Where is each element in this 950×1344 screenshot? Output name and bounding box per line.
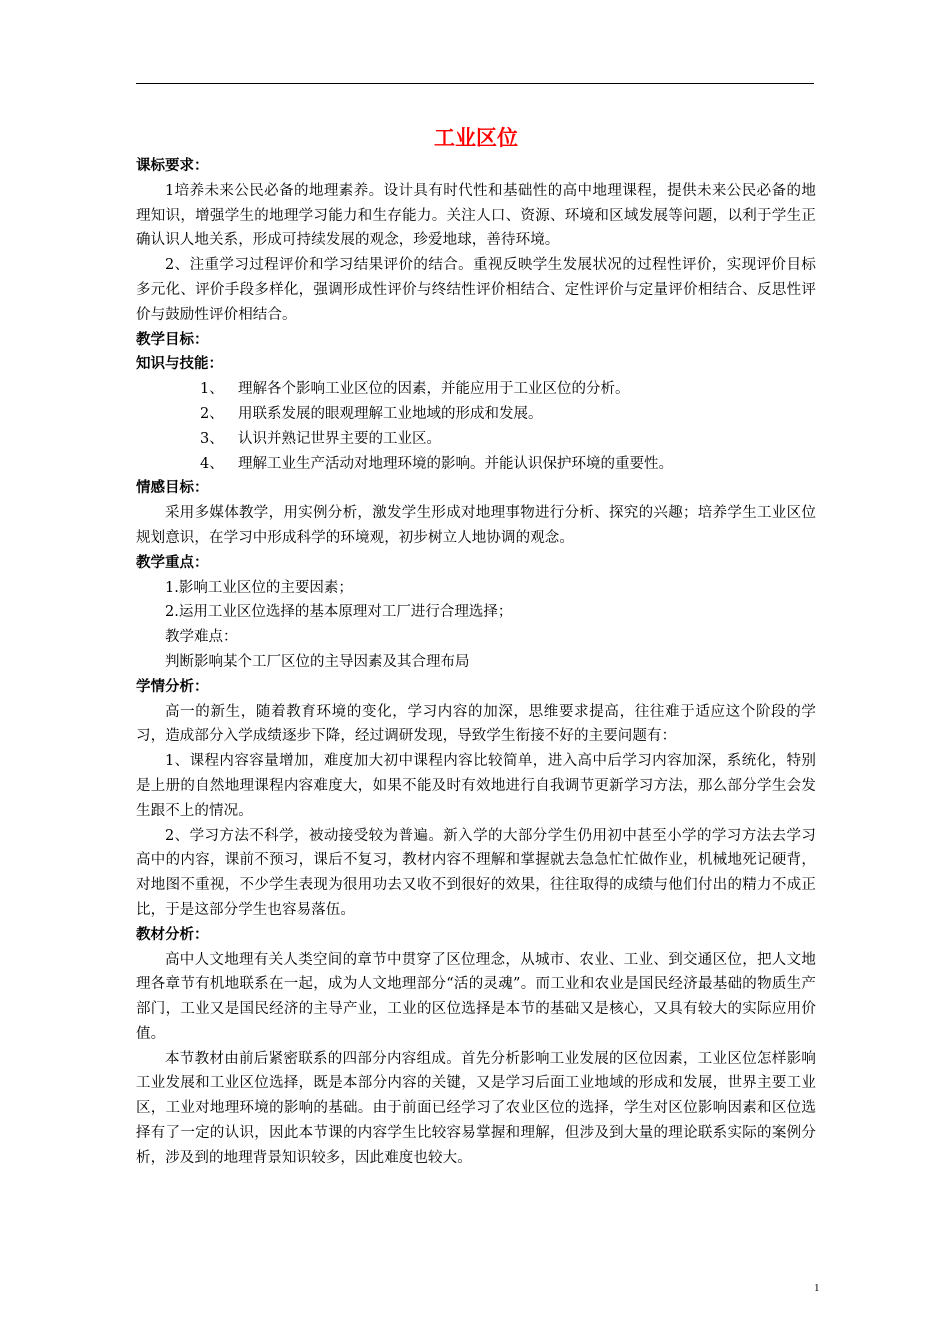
curriculum-paragraph-1: 1培养未来公民必备的地理素养。设计具有时代性和基础性的高中地理课程，提供未来公民必备的地理知识，增强学生的地理学习能力和生存能力。关注人口、资源、环境和区域发展等问题，以利于学生正确认识人地关系，形成可持续发展的观念，珍爱地球，善待环境。 <box>136 182 816 249</box>
students-paragraph-1: 高一的新生，随着教育环境的变化，学习内容的加深，思维要求提高，往往难于适应这个阶段的学习，造成部分入学成绩逐步下降，经过调研发现，导致学生衔接不好的主要问题有： <box>136 703 816 745</box>
focus-heading: 教学重点： <box>136 554 209 571</box>
emotion-paragraph: 采用多媒体教学，用实例分析，激发学生形成对地理事物进行分析、探究的兴趣；培养学生工业区位规划意识，在学习中形成科学的环境观，初步树立人地协调的观念。 <box>136 505 816 546</box>
knowledge-item-number: 3、 <box>200 430 224 447</box>
materials-paragraph-2: 本节教材由前后紧密联系的四部分内容组成。首先分析影响工业发展的区位因素，工业区位怎样影响工业发展和工业区位选择，既是本部分内容的关键，又是学习后面工业地域的形成和发展，世界主要工业区，工业对地理环境的影响的基础。由于前面已经学习了农业区位的选择，学生对区位影响因素和区位选择有了一定的认识，因此本节课的内容学生比较容易掌握和理解，但涉及到大量的理论联系实际的案例分析，涉及到的地理背景知识较多，因此难度也较大。 <box>136 1050 816 1166</box>
header-rule <box>136 83 814 84</box>
curriculum-heading: 课标要求： <box>136 158 209 174</box>
students-paragraph-3: 2、学习方法不科学，被动接受较为普遍。新入学的大部分学生仍用初中甚至小学的学习方法去学习高中的内容，课前不预习，课后不复习，教材内容不理解和掌握就去急急忙忙做作业，机械地死记硬背，对地图不重视，不少学生表现为很用功去又收不到很好的效果，往往取得的成绩与他们付出的精力不成正比，于是这部分学生也容易落伍。 <box>136 827 816 918</box>
knowledge-item-number: 4、 <box>200 455 224 472</box>
knowledge-item-text: 认识并熟记世界主要的工业区。 <box>238 430 441 447</box>
difficulty-text: 判断影响某个工厂区位的主导因素及其合理布局 <box>165 653 470 670</box>
focus-item-2: 2.运用工业区位选择的基本原理对工厂进行合理选择； <box>165 604 513 621</box>
knowledge-item-number: 2、 <box>200 405 224 422</box>
page-number: 1 <box>814 1282 820 1294</box>
knowledge-item <box>136 452 816 477</box>
document-body <box>136 122 816 1171</box>
knowledge-item-text: 用联系发展的眼观理解工业地域的形成和发展。 <box>238 405 543 422</box>
knowledge-item <box>136 377 816 402</box>
focus-item-1: 1.影响工业区位的主要因素； <box>165 579 353 596</box>
students-heading: 学情分析： <box>136 678 209 695</box>
students-paragraph-2: 1、课程内容容量增加，难度加大初中课程内容比较简单，进入高中后学习内容加深，系统化，特别是上册的自然地理课程内容难度大，如果不能及时有效地进行自我调节更新学习方法，那么部分学生会发生跟不上的情况。 <box>136 753 816 819</box>
knowledge-item-text: 理解各个影响工业区位的因素，并能应用于工业区位的分析。 <box>238 381 630 398</box>
document-title: 工业区位 <box>434 126 518 150</box>
difficulty-label: 教学难点： <box>165 629 238 646</box>
curriculum-paragraph-2: 2、注重学习过程评价和学习结果评价的结合。重视反映学生发展状况的过程性评价，实现评价目标多元化、评价手段多样化，强调形成性评价与终结性评价相结合、定性评价与定量评价相结合、反思性评价与鼓励性评价相结合。 <box>136 257 816 323</box>
materials-paragraph-1: 高中人文地理有关人类空间的章节中贯穿了区位理念，从城市、农业、工业、到交通区位，把人文地理各章节有机地联系在一起，成为人文地理部分“活的灵魂”。而工业和农业是国民经济最基础的物质生产部门，工业又是国民经济的主导产业，工业的区位选择是本节的基础又是核心，又具有较大的实际应用价值。 <box>136 951 816 1042</box>
knowledge-item <box>136 427 816 452</box>
knowledge-item-number: 1、 <box>200 381 224 398</box>
emotion-heading: 情感目标： <box>136 480 209 497</box>
knowledge-item-text: 理解工业生产活动对地理环境的影响。并能认识保护环境的重要性。 <box>238 455 673 472</box>
materials-heading: 教材分析： <box>136 926 209 943</box>
goals-heading: 教学目标： <box>136 331 209 348</box>
knowledge-heading: 知识与技能： <box>136 356 223 373</box>
knowledge-item <box>136 402 816 427</box>
